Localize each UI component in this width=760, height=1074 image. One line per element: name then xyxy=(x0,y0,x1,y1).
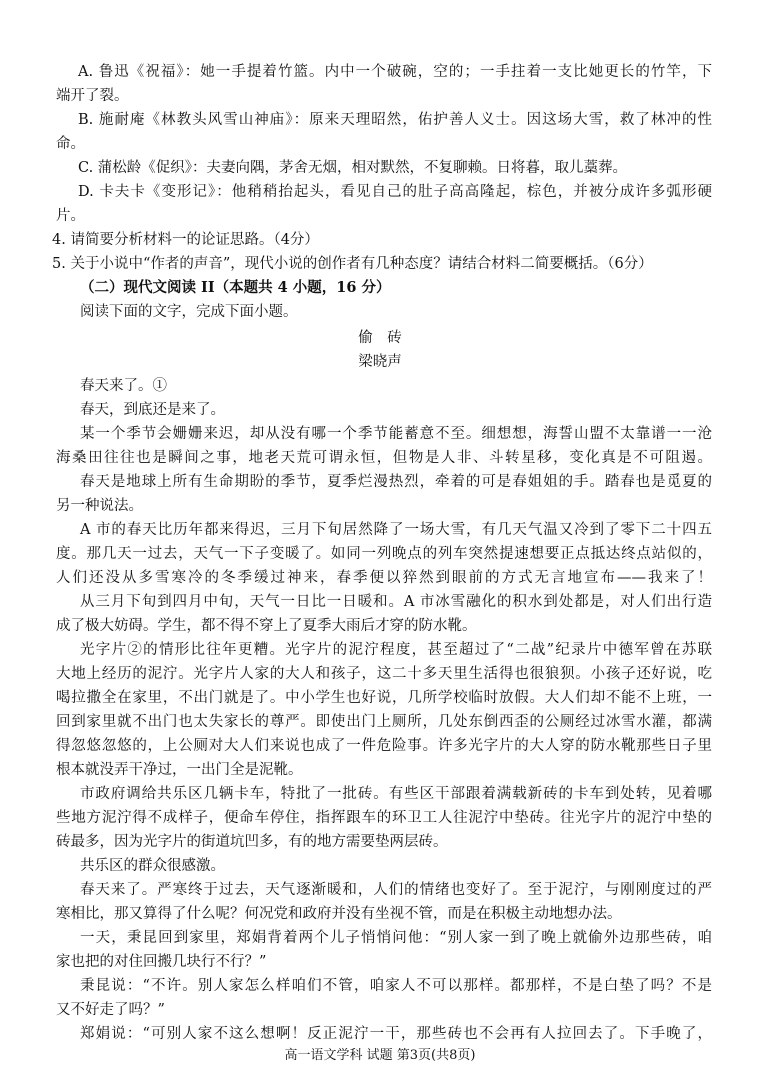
question-5: 5. 关于小说中“作者的声音”，现代小说的创作者有几种态度？请结合材料二简要概括。（6分） xyxy=(52,256,653,272)
section-heading: （二）现代文阅读 II（本题共 4 小题，16 分） xyxy=(80,279,391,296)
paragraph-line: 秉昆说：“不许。别人家怎么样咱们不管，咱家人不可以那样。都那样，不是白垫了吗？不是 xyxy=(80,978,712,994)
option-a-line-1: A. 鲁迅《祝福》：她一手提着竹篮。内中一个破碗，空的；一手拄着一支比她更长的竹竿，下 xyxy=(78,64,712,80)
story-title: 偷 砖 xyxy=(358,330,402,346)
paragraph-line: A 市的春天比历年都来得迟，三月下旬居然降了一场大雪，有几天气温又冷到了零下二十四五 xyxy=(80,522,712,538)
paragraph-line: 喝拉撒全在家里，不出门就是了。中小学生也好说，几所学校临时放假。大人们却不能不上班，一 xyxy=(56,690,712,706)
paragraph-line: 成了极大妨碍。学生，都不得不穿上了夏季大雨后才穿的防水靴。 xyxy=(56,618,477,634)
paragraph-line: 砖最多，因为光字片的街道坑凹多，有的地方需要垫两层砖。 xyxy=(56,834,448,850)
paragraph-line: 一天，秉昆回到家里，郑娟背着两个儿子悄悄问他：“别人家一到了晚上就偷外边那些砖，咱 xyxy=(80,930,712,946)
paragraph-line: 海桑田往往也是瞬间之事，地老天荒可谓永恒，但物是人非、斗转星移，变化真是不可阻遏。 xyxy=(56,450,712,466)
paragraph-line: 春天来了。严寒终于过去，天气逐渐暖和，人们的情绪也变好了。至于泥泞，与刚刚度过的严 xyxy=(80,882,712,898)
reading-instruction: 阅读下面的文字，完成下面小题。 xyxy=(80,304,298,320)
paragraph-line: 又不好走了吗？” xyxy=(56,1002,165,1018)
paragraph-line: 共乐区的群众很感激。 xyxy=(80,858,225,874)
paragraph-line: 得忽悠忽悠的，上公厕对大人们来说也成了一件危险事。许多光字片的大人穿的防水靴那些日子里 xyxy=(56,738,712,754)
paragraph-line: 根本就没弄干净过，一出门全是泥靴。 xyxy=(56,762,303,778)
option-b-line-2: 命。 xyxy=(56,136,85,152)
option-b-line-1: B. 施耐庵《林教头风雪山神庙》：原来天理昭然，佑护善人义士。因这场大雪，救了林冲的性 xyxy=(78,112,712,128)
paragraph-line: 春天，到底还是来了。 xyxy=(80,402,225,418)
option-d-line-2: 片。 xyxy=(56,208,85,224)
page-footer: 高一语文学科 试题 第3页(共8页) xyxy=(284,1048,476,1063)
paragraph-line: 度。那几天一过去，天气一下子变暖了。如同一列晚点的列车突然提速想要正点抵达终点站似的， xyxy=(56,546,712,562)
paragraph-line: 市政府调给共乐区几辆卡车，特批了一批砖。有些区干部跟着满载新砖的卡车到处转，见着哪 xyxy=(80,786,712,802)
story-author: 梁晓声 xyxy=(358,354,402,370)
paragraph-line: 另一种说法。 xyxy=(56,498,143,514)
paragraph-line: 从三月下旬到四月中旬，天气一日比一日暖和。A 市冰雪融化的积水到处都是，对人们出行造 xyxy=(80,594,712,610)
paragraph-line: 郑娟说：“可别人家不这么想啊！反正泥泞一干，那些砖也不会再有人拉回去了。下手晚了， xyxy=(80,1026,712,1042)
paragraph-line: 些地方泥泞得不成样子，便命车停住，指挥跟车的环卫工人往泥泞中垫砖。往光字片的泥泞中垫的 xyxy=(56,810,712,826)
paragraph-line: 春天来了。① xyxy=(80,378,167,394)
paragraph-line: 人们还没从多雪寒冷的冬季缓过神来，春季便以猝然到眼前的方式无言地宣布——我来了！ xyxy=(56,570,712,586)
paragraph-line: 某一个季节会姗姗来迟，却从没有哪一个季节能蓄意不至。细想想，海誓山盟不太靠谱一一沧 xyxy=(80,426,712,442)
paragraph-line: 寒相比，那又算得了什么呢？何况党和政府并没有坐视不管，而是在积极主动地想办法。 xyxy=(56,906,622,922)
paragraph-line: 家也把的对住回搬几块行不行？” xyxy=(56,954,267,970)
question-4: 4. 请简要分析材料一的论证思路。（4分） xyxy=(52,232,319,248)
option-d-line-1: D. 卡夫卡《变形记》：他稍稍抬起头，看见自己的肚子高高隆起，棕色，并被分成许多弧形硬 xyxy=(78,184,712,200)
option-a-line-2: 端开了裂。 xyxy=(56,88,129,104)
paragraph-line: 回到家里就不出门也太失家长的尊严。即使出门上厕所，几处东倒西歪的公厕经过冰雪水灌，都满 xyxy=(56,714,712,730)
paragraph-line: 春天是地球上所有生命期盼的季节，夏季烂漫热烈，牵着的可是春姐姐的手。踏春也是觅夏的 xyxy=(80,474,712,490)
paragraph-line: 大地上经历的泥泞。光字片人家的大人和孩子，这二十多天里生活得也很狼狈。小孩子还好说，吃 xyxy=(56,666,712,682)
paragraph-line: 光字片②的情形比往年更糟。光字片的泥泞程度，甚至超过了“二战”纪录片中德军曾在苏联 xyxy=(80,642,712,658)
option-c-line: C. 蒲松龄《促织》：夫妻向隅，茅舍无烟，相对默然，不复聊赖。日将暮，取儿藁葬。 xyxy=(78,160,628,176)
